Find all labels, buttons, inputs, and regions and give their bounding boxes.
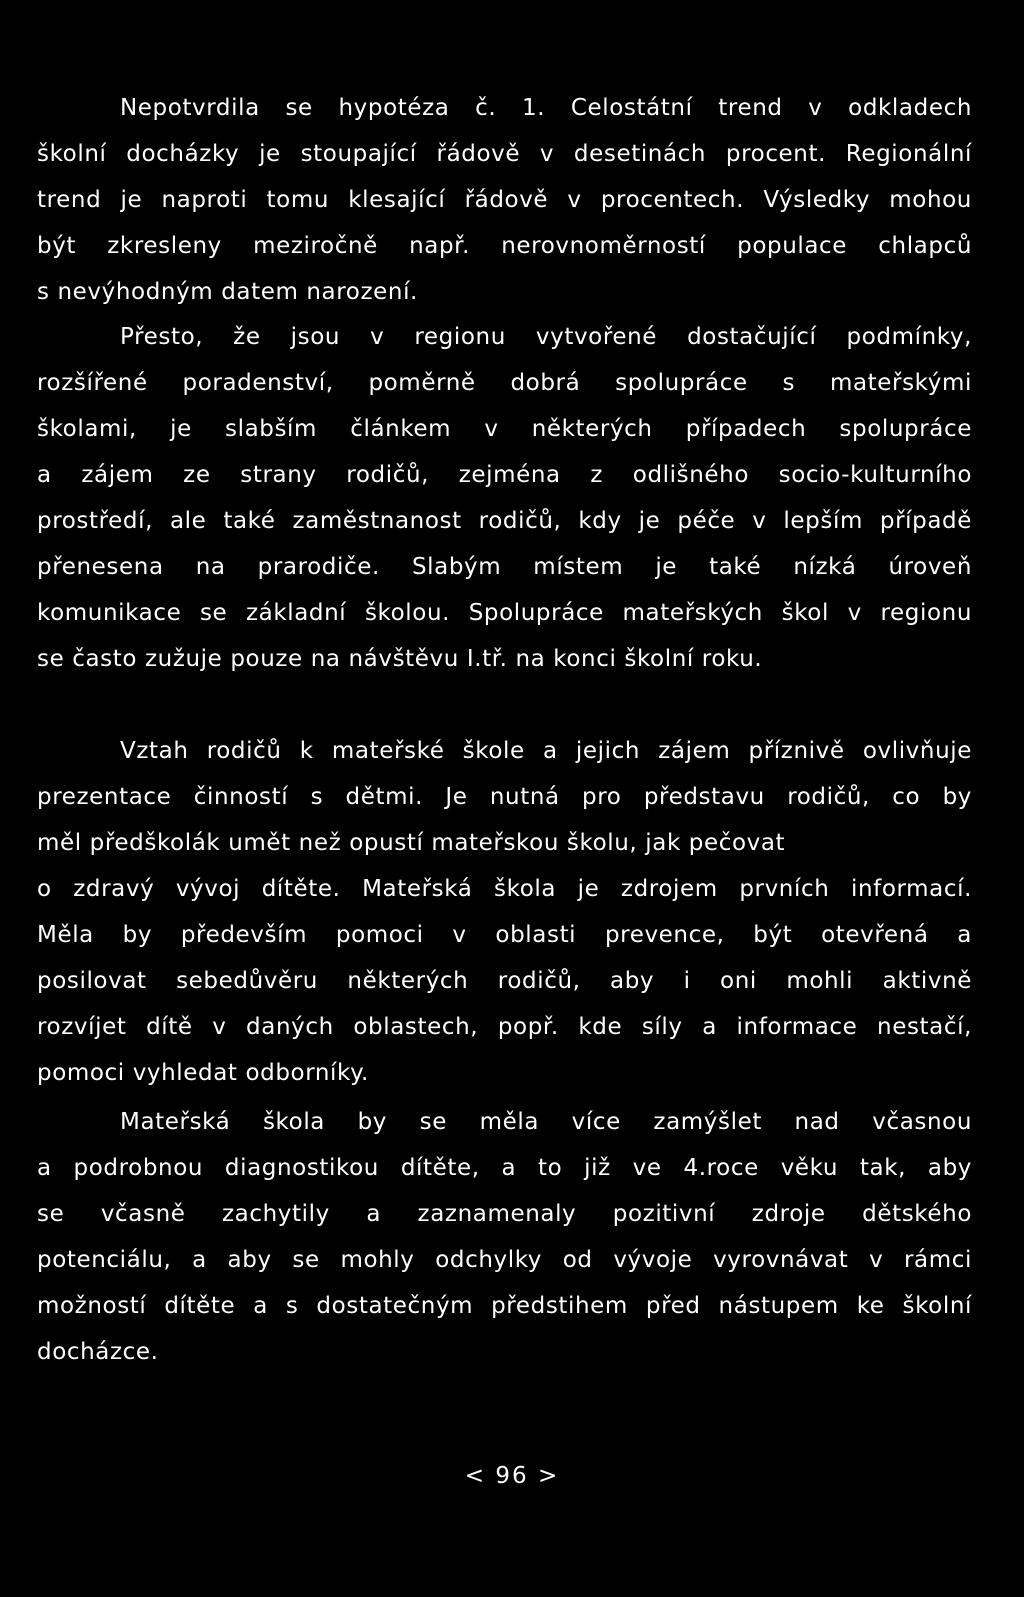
- paragraph-4: [37, 1099, 972, 1375]
- text-line: školní docházky je stoupající řádově v desetinách procent. Regionální: [37, 141, 972, 167]
- text-line: o zdravý vývoj dítěte. Mateřská škola je zdrojem prvních informací.: [37, 876, 972, 902]
- text-line: Přesto, že jsou v regionu vytvořené dostačující podmínky,: [120, 324, 972, 350]
- text-line: rozšířené poradenství, poměrně dobrá spolupráce s mateřskými: [37, 370, 972, 396]
- text-line: prezentace činností s dětmi. Je nutná pro představu rodičů, co by: [37, 784, 972, 810]
- text-line: být zkresleny meziročně např. nerovnoměrností populace chlapců: [37, 233, 972, 259]
- text-line: přenesena na prarodiče. Slabým místem je také nízká úroveň: [37, 554, 972, 580]
- text-line: a zájem ze strany rodičů, zejména z odlišného socio-kulturního: [37, 462, 972, 488]
- text-line: se často zužuje pouze na návštěvu I.tř. na konci školní roku.: [37, 646, 763, 672]
- text-line: pomoci vyhledat odborníky.: [37, 1060, 369, 1086]
- text-line: docházce.: [37, 1339, 159, 1365]
- text-line: a podrobnou diagnostikou dítěte, a to již ve 4.roce věku tak, aby: [37, 1155, 972, 1181]
- text-line: Měla by především pomoci v oblasti prevence, být otevřená a: [37, 922, 972, 948]
- paragraph-2: [37, 314, 972, 682]
- text-line: komunikace se základní školou. Spolupráce mateřských škol v regionu: [37, 600, 972, 626]
- text-line: školami, je slabším článkem v některých případech spolupráce: [37, 416, 972, 442]
- text-line: trend je naproti tomu klesající řádově v procentech. Výsledky mohou: [37, 187, 972, 213]
- text-line: posilovat sebedůvěru některých rodičů, aby i oni mohli aktivně: [37, 968, 972, 994]
- paragraph-1: [37, 85, 972, 315]
- text-line: Nepotvrdila se hypotéza č. 1. Celostátní trend v odkladech: [120, 95, 972, 121]
- text-line: prostředí, ale také zaměstnanost rodičů, kdy je péče v lepším případě: [37, 508, 972, 534]
- text-line: možností dítěte a s dostatečným předstihem před nástupem ke školní: [37, 1293, 972, 1319]
- text-line: Mateřská škola by se měla více zamýšlet nad včasnou: [120, 1109, 972, 1135]
- text-line: potenciálu, a aby se mohly odchylky od vývoje vyrovnávat v rámci: [37, 1247, 972, 1273]
- page-number: < 96 >: [464, 1463, 560, 1489]
- paragraph-3: [37, 728, 972, 1096]
- text-line: rozvíjet dítě v daných oblastech, popř. kde síly a informace nestačí,: [37, 1014, 972, 1040]
- text-line: měl předškolák umět než opustí mateřskou školu, jak pečovat: [37, 830, 786, 856]
- text-line: Vztah rodičů k mateřské škole a jejich zájem příznivě ovlivňuje: [120, 738, 972, 764]
- text-line: se včasně zachytily a zaznamenaly pozitivní zdroje dětského: [37, 1201, 972, 1227]
- text-line: s nevýhodným datem narození.: [37, 279, 418, 305]
